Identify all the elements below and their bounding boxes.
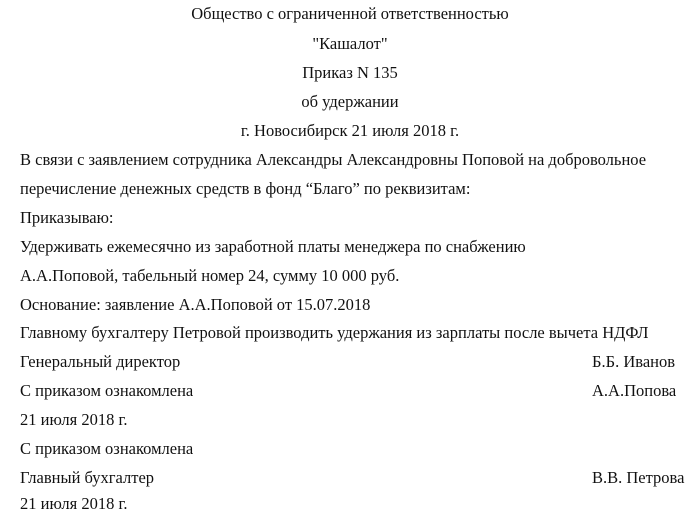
director-name: Б.Б. Иванов <box>592 352 676 371</box>
order-number: Приказ N 135 <box>302 63 398 82</box>
instruction-line-1: Удерживать ежемесячно из заработной платы менеджера по снабжению <box>20 237 526 256</box>
director-title: Генеральный директор <box>20 352 181 371</box>
ack2-label: С приказом ознакомлена <box>20 439 194 458</box>
company-type: Общество с ограниченной ответственностью <box>191 4 509 23</box>
accountant-name: В.В. Петрова <box>592 468 685 487</box>
accountant-title: Главный бухгалтер <box>20 468 155 487</box>
ack2-date: 21 июля 2018 г. <box>20 494 128 513</box>
intro-line-2: перечисление денежных средств в фонд “Благо” по реквизитам: <box>20 179 471 198</box>
ack1-date: 21 июля 2018 г. <box>20 410 128 429</box>
order-word: Приказываю: <box>20 208 114 227</box>
accountant-instruction: Главному бухгалтеру Петровой производить удержания из зарплаты после вычета НДФЛ <box>20 323 649 342</box>
ack1-label: С приказом ознакомлена <box>20 381 194 400</box>
order-subject: об удержании <box>301 92 399 111</box>
ack1-signature-row <box>0 379 700 403</box>
instruction-line-2: А.А.Поповой, табельный номер 24, сумму 10 000 руб. <box>20 266 400 285</box>
ack1-name: А.А.Попова <box>592 381 677 400</box>
company-name: "Кашалот" <box>312 34 388 53</box>
intro-line-1: В связи с заявлением сотрудника Александры Александровны Поповой на добровольное <box>20 150 647 169</box>
place-date: г. Новосибирск 21 июля 2018 г. <box>240 121 460 140</box>
basis-line: Основание: заявление А.А.Поповой от 15.07.2018 <box>20 295 371 314</box>
accountant-signature-row <box>0 466 700 490</box>
director-signature-row <box>0 350 700 374</box>
